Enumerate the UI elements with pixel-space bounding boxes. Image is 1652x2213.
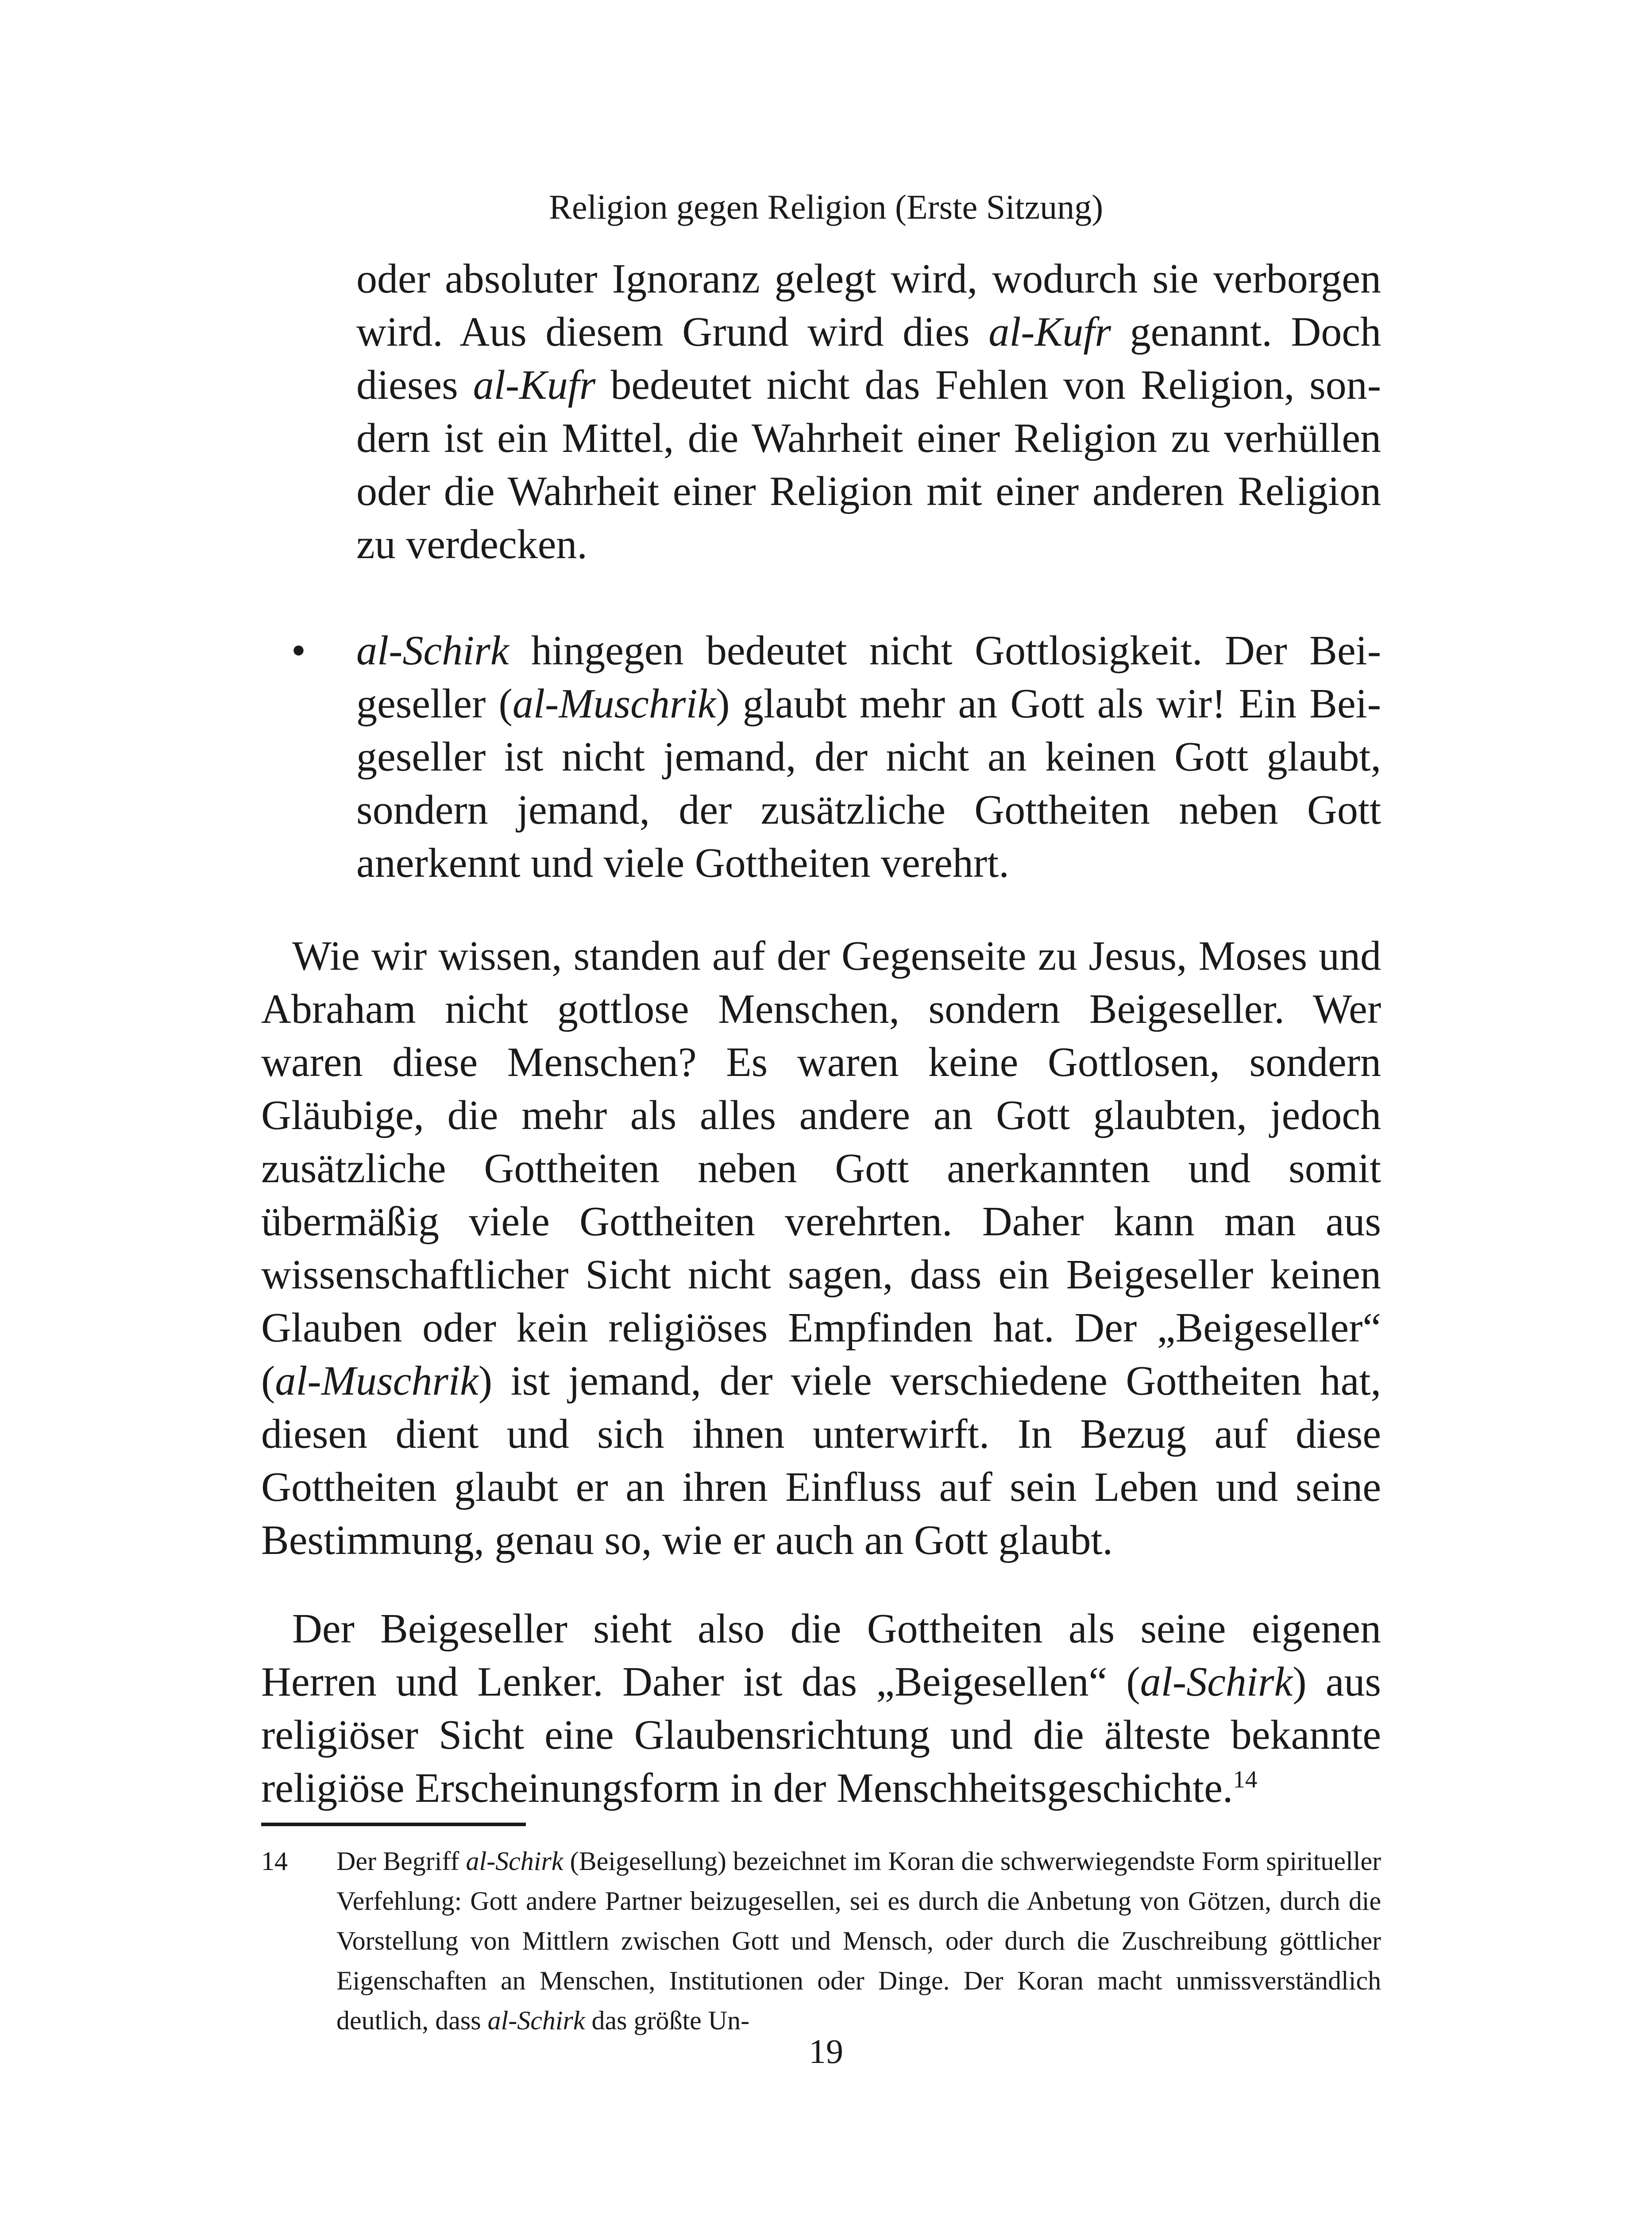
term-al-schirk: al-Schirk [356,628,509,674]
paragraph-1: Wie wir wissen, standen auf der Gegenseite zu Jesus, Moses und Abraham nicht gottlose Menschen, sondern Beigeseller. Wer waren diese Menschen? Es waren keine Gottlosen, sondern Gläubige, die mehr als alles andere an Gott glaubten, jedoch zusätzliche Gottheiten neben Gott anerkannten und somit übermäßig viele Gottheiten verehrten. Daher kann man aus wissenschaftlicher Sicht nicht sagen, dass ein Beigeseller keinen Glauben oder kein religiöses Empfinden hat. Der „Beigeseller“ (al-Muschrik) ist jemand, der viele verschiedene Gottheiten hat, diesen dient und sich ihnen unterwirft. In Bezug auf diese Gottheiten glaubt er an ihren Einfluss auf sein Leben und seine Bestimmung, genau so, wie er auch an Gott glaubt. [261,933,1381,1563]
term-al-muschrik: al-Muschrik [512,681,716,727]
term-al-muschrik: al-Muschrik [275,1358,479,1404]
term-al-kufr: al-Kufr [473,362,596,408]
paragraph-2: Der Beigeseller sieht also die Gottheiten als seine eigenen Herren und Lenker. Daher ist das „Beigesellen“ (al-Schirk) aus religiöser Sicht eine Glaubensrichtung und die älteste bekannte religiöse Erscheinungsform in der Menschheitsgeschichte.$^{14}$ [261,1606,1381,1811]
footnote-14 [261,1841,1381,2040]
term-al-schirk: al-Schirk [1140,1659,1293,1705]
footnote-number: 14 [261,1847,288,1876]
footnote-reference[interactable]: 14 [1233,1766,1258,1793]
page-number: 19 [809,2032,843,2070]
running-head: Religion gegen Religion (Erste Sitzung) [548,188,1104,226]
list-item-al-schirk: al-Schirk hingegen bedeutet nicht Gottlosigkeit. Der Beigeseller (al-Muschrik) glaubt mehr an Gott als wir! Ein Beigeseller ist nicht jemand, der nicht an keinen Gott glaubt, sondern jemand, der zusätzliche Gottheiten neben Gott anerkennt und viele Gottheiten verehrt. [356,628,1381,886]
footnote-divider [261,1823,526,1826]
bullet-icon: • [291,628,306,674]
continued-list-item: oder absoluter Ignoranz gelegt wird, wodurch sie verborgen wird. Aus diesem Grund wird dies al-Kufr genannt. Doch dieses al-Kufr bedeutet nicht das Fehlen von Religion, sondern ist ein Mittel, die Wahrheit einer Religion zu verhüllen oder die Wahrheit einer Religion mit einer anderen Religion zu verdecken. [356,256,1381,567]
term-al-kufr: al-Kufr [988,309,1112,355]
footnote-text: Der Begriff al-Schirk (Beigesellung) bezeichnet im Koran die schwerwiegendste Form spiritueller Verfehlung: Gott andere Partner beizugesellen, sei es durch die Anbetung von Götzen, durch die Vorstellung von Mittlern zwischen Gott und Mensch, oder durch die Zuschreibung göttlicher Eigenschaften an Menschen, Institutionen oder Dinge. Der Koran macht unmissverständlich deutlich, dass al-Schirk das größte Un- [336,1847,1381,2035]
